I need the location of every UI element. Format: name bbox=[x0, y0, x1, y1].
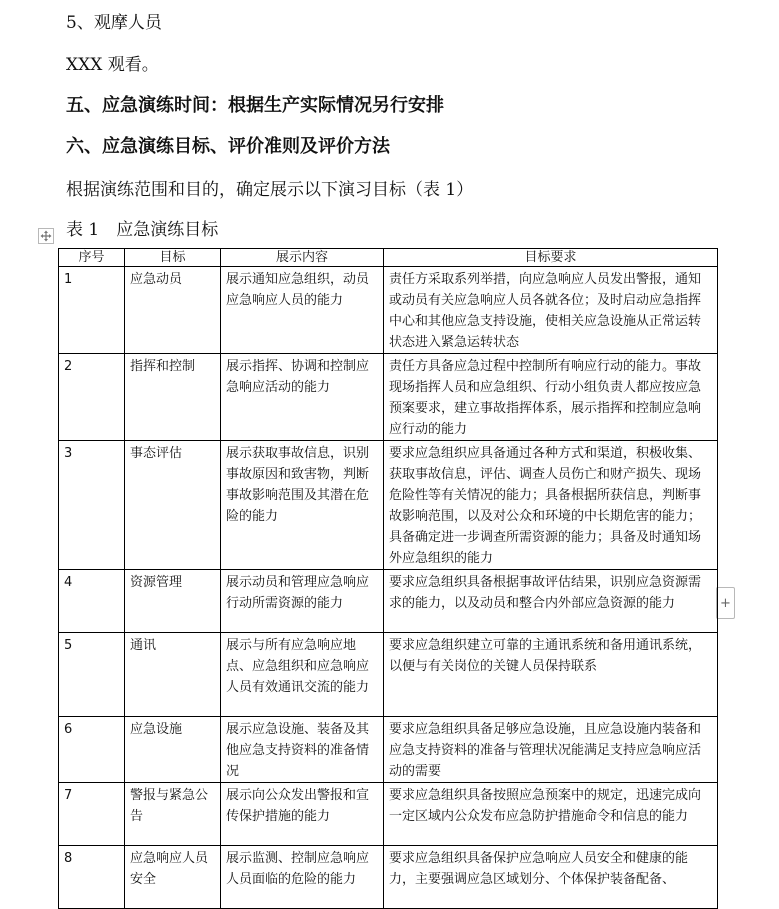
header-content: 展示内容 bbox=[221, 249, 384, 267]
cell-goal: 资源管理 bbox=[125, 570, 221, 633]
cell-no: 8 bbox=[59, 846, 125, 909]
plus-icon: + bbox=[720, 595, 731, 611]
cell-content: 展示向公众发出警报和宣传保护措施的能力 bbox=[221, 783, 384, 846]
cell-no: 5 bbox=[59, 633, 125, 717]
table-header-row bbox=[59, 249, 718, 267]
table-caption: 表 1 应急演练目标 bbox=[66, 220, 219, 240]
cell-goal: 事态评估 bbox=[125, 441, 221, 570]
cell-content: 展示动员和管理应急响应行动所需资源的能力 bbox=[221, 570, 384, 633]
cell-no: 7 bbox=[59, 783, 125, 846]
cell-no: 1 bbox=[59, 267, 125, 354]
cell-goal: 指挥和控制 bbox=[125, 354, 221, 441]
cell-goal: 通讯 bbox=[125, 633, 221, 717]
cell-requirement: 要求应急组织具备足够应急设施，且应急设施内装备和应急支持资料的准备与管理状况能满足支持应急响应活动的需要 bbox=[384, 717, 718, 783]
cell-goal: 应急设施 bbox=[125, 717, 221, 783]
table-row bbox=[59, 633, 718, 717]
cell-requirement: 责任方具备应急过程中控制所有响应行动的能力。事故现场指挥人员和应急组织、行动小组负责人都应按应急预案要求，建立事故指挥体系，展示指挥和控制应急响应行动的能力 bbox=[384, 354, 718, 441]
cell-requirement: 要求应急组织具备根据事故评估结果，识别应急资源需求的能力，以及动员和整合内外部应急资源的能力 bbox=[384, 570, 718, 633]
cell-goal: 警报与紧急公告 bbox=[125, 783, 221, 846]
cell-content: 展示应急设施、装备及其他应急支持资料的准备情况 bbox=[221, 717, 384, 783]
cell-content: 展示通知应急组织，动员应急响应人员的能力 bbox=[221, 267, 384, 354]
cell-goal: 应急动员 bbox=[125, 267, 221, 354]
cell-no: 3 bbox=[59, 441, 125, 570]
table-row bbox=[59, 783, 718, 846]
cell-requirement: 要求应急组织应具备通过各种方式和渠道，积极收集、获取事故信息，评估、调查人员伤亡和财产损失、现场危险性等有关情况的能力；具备根据所获信息，判断事故影响范围，以及对公众和环境的中长期危害的能力；具备确定进一步调查所需资源的能力；具备及时通知场外应急组织的能力 bbox=[384, 441, 718, 570]
table-row bbox=[59, 267, 718, 354]
cell-goal: 应急响应人员安全 bbox=[125, 846, 221, 909]
cell-no: 6 bbox=[59, 717, 125, 783]
intro-paragraph: 根据演练范围和目的，确定展示以下演习目标（表 1） bbox=[66, 180, 474, 200]
cell-requirement: 责任方采取系列举措，向应急响应人员发出警报，通知或动员有关应急响应人员各就各位；及时启动应急指挥中心和其他应急支持设施，使相关应急设施从正常运转状态进入紧急运转状态 bbox=[384, 267, 718, 354]
cell-content: 展示指挥、协调和控制应急响应活动的能力 bbox=[221, 354, 384, 441]
cell-no: 2 bbox=[59, 354, 125, 441]
cell-requirement: 要求应急组织建立可靠的主通讯系统和备用通讯系统，以便与有关岗位的关键人员保持联系 bbox=[384, 633, 718, 717]
move-arrows-icon bbox=[40, 230, 52, 242]
table-row bbox=[59, 354, 718, 441]
table-row bbox=[59, 846, 718, 909]
observers-text: XXX 观看。 bbox=[66, 55, 159, 75]
cell-content: 展示监测、控制应急响应人员面临的危险的能力 bbox=[221, 846, 384, 909]
cell-requirement: 要求应急组织具备保护应急响应人员安全和健康的能力，主要强调应急区域划分、个体保护装备配备、 bbox=[384, 846, 718, 909]
table-row bbox=[59, 717, 718, 783]
list-item-observers: 5、观摩人员 bbox=[66, 13, 162, 33]
header-no: 序号 bbox=[59, 249, 125, 267]
section-heading-5: 五、应急演练时间：根据生产实际情况另行安排 bbox=[66, 95, 444, 116]
table-row bbox=[59, 441, 718, 570]
cell-content: 展示获取事故信息，识别事故原因和致害物，判断事故影响范围及其潜在危险的能力 bbox=[221, 441, 384, 570]
header-requirement: 目标要求 bbox=[384, 249, 718, 267]
add-column-button[interactable] bbox=[716, 587, 735, 619]
cell-content: 展示与所有应急响应地点、应急组织和应急响应人员有效通讯交流的能力 bbox=[221, 633, 384, 717]
cell-requirement: 要求应急组织具备按照应急预案中的规定，迅速完成向一定区域内公众发布应急防护措施命令和信息的能力 bbox=[384, 783, 718, 846]
cell-no: 4 bbox=[59, 570, 125, 633]
table-row bbox=[59, 570, 718, 633]
section-heading-6: 六、应急演练目标、评价准则及评价方法 bbox=[66, 136, 390, 157]
emergency-drill-goals-table bbox=[58, 248, 718, 909]
header-goal: 目标 bbox=[125, 249, 221, 267]
table-move-handle-icon[interactable] bbox=[38, 228, 54, 244]
